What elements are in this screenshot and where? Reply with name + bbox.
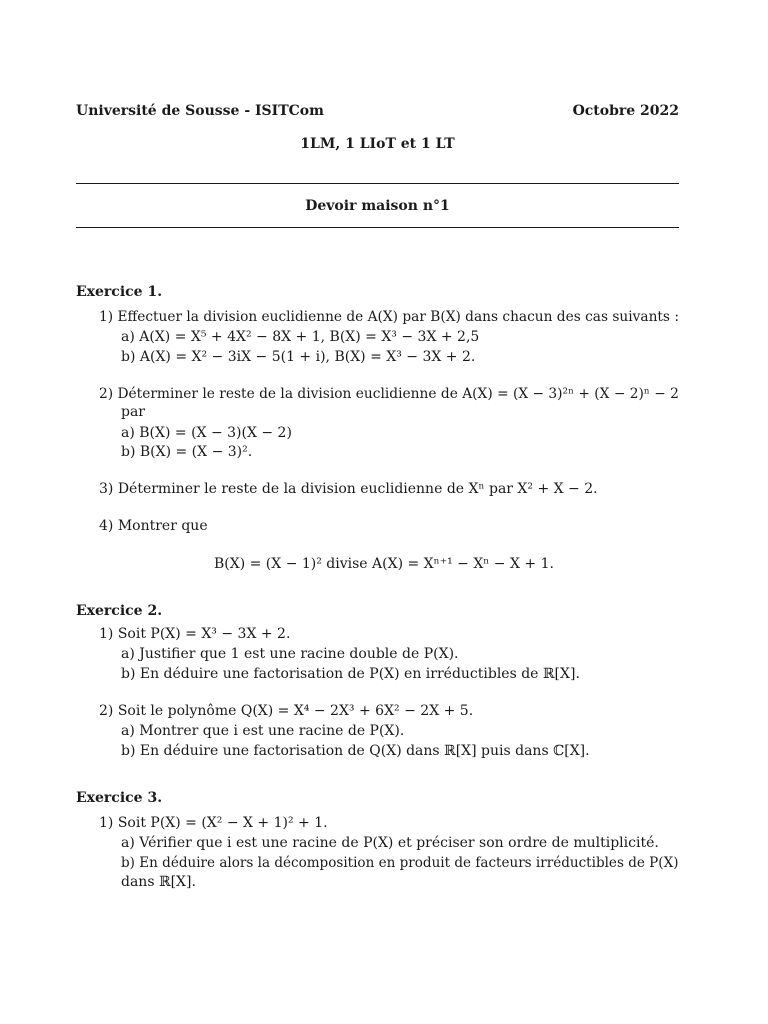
ex1-line: a) A(X) = X⁵ + 4X² − 8X + 1, B(X) = X³ − 3X + 2,5 <box>121 329 480 345</box>
ex1-line: b) A(X) = X² − 3iX − 5(1 + i), B(X) = X³ − 3X + 2. <box>121 349 476 365</box>
ex2-line: 2) Soit le polynôme Q(X) = X⁴ − 2X³ + 6X² − 2X + 5. <box>99 703 474 719</box>
document-title: Devoir maison n°1 <box>305 198 450 214</box>
bottom-rule <box>76 227 679 228</box>
ex2-line: a) Justifier que 1 est une racine double de P(X). <box>121 646 459 662</box>
ex1-line: b) B(X) = (X − 3)². <box>121 444 253 460</box>
ex3-line: b) En déduire alors la décomposition en produit de facteurs irréductibles de P(X) <box>121 855 679 871</box>
ex2-line: b) En déduire une factorisation de P(X) en irréductibles de ℝ[X]. <box>121 666 580 682</box>
university-name: Université de Sousse - ISITCom <box>76 103 324 119</box>
ex2-line: 1) Soit P(X) = X³ − 3X + 2. <box>99 626 291 642</box>
ex1-line: 3) Déterminer le reste de la division euclidienne de Xⁿ par X² + X − 2. <box>99 481 598 497</box>
ex2-line: b) En déduire une factorisation de Q(X) dans ℝ[X] puis dans ℂ[X]. <box>121 743 590 759</box>
exercise-1-heading: Exercice 1. <box>76 284 163 300</box>
ex1-line: 2) Déterminer le reste de la division euclidienne de A(X) = (X − 3)²ⁿ + (X − 2)ⁿ − 2 <box>99 386 679 402</box>
document-date: Octobre 2022 <box>572 103 679 119</box>
ex3-line: dans ℝ[X]. <box>121 874 196 890</box>
top-rule <box>76 183 679 184</box>
ex1-line: 4) Montrer que <box>99 518 208 534</box>
ex3-line: a) Vérifier que i est une racine de P(X) et préciser son ordre de multiplicité. <box>121 835 659 851</box>
ex1-line: 1) Effectuer la division euclidienne de A(X) par B(X) dans chacun des cas suivants : <box>99 309 679 325</box>
exercise-2-heading: Exercice 2. <box>76 603 163 619</box>
class-list: 1LM, 1 LIoT et 1 LT <box>300 136 455 152</box>
exercise-3-heading: Exercice 3. <box>76 790 163 806</box>
ex3-line: 1) Soit P(X) = (X² − X + 1)² + 1. <box>99 815 328 831</box>
ex1-line: a) B(X) = (X − 3)(X − 2) <box>121 425 292 441</box>
ex2-line: a) Montrer que i est une racine de P(X). <box>121 723 405 739</box>
ex1-display-formula: B(X) = (X − 1)² divise A(X) = Xⁿ⁺¹ − Xⁿ − X + 1. <box>214 556 554 572</box>
ex1-line: par <box>121 404 146 420</box>
